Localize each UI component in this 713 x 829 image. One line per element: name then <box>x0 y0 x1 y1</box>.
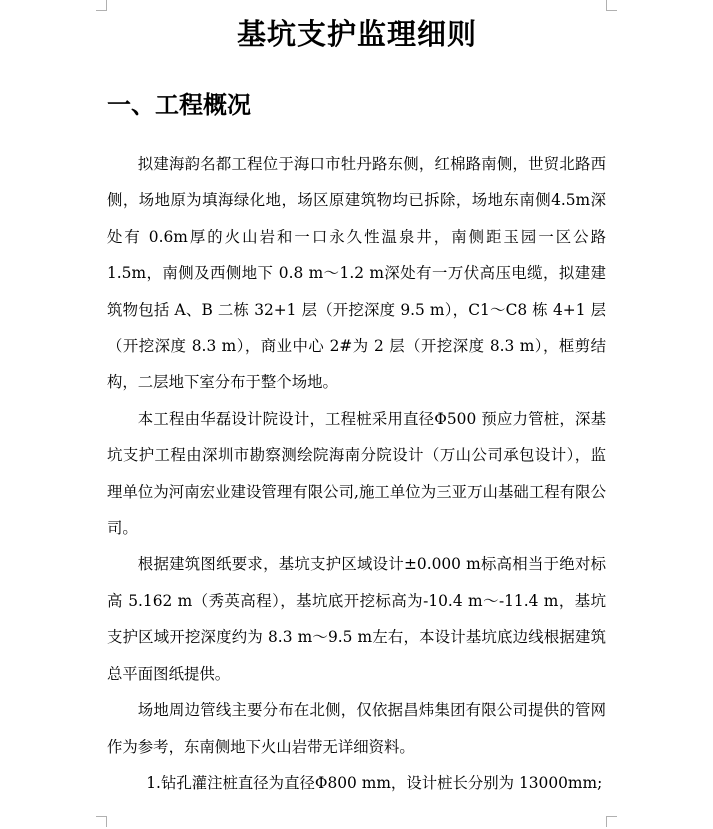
paragraph-pipelines: 场地周边管线主要分布在北侧，仅依据昌炜集团有限公司提供的管网作为参考，东南侧地下火山岩带无详细资料。 <box>107 701 606 756</box>
paragraph-design-parties: 本工程由华磊设计院设计，工程桩采用直径Φ500 预应力管桩，深基坑支护工程由深圳市勘察测绘院海南分院设计（万山公司承包设计），监理单位为河南宏业建设管理有限公司,施工单位为三亚万山基础工程有限公司。 <box>107 409 606 538</box>
section-heading: 一、工程概况 <box>107 90 251 119</box>
crop-mark-top-left <box>96 0 107 11</box>
document-title: 基坑支护监理细则 <box>236 17 477 51</box>
crop-mark-bottom-right <box>606 816 617 827</box>
crop-mark-top-right <box>606 0 617 11</box>
document-body <box>107 146 606 801</box>
list-item-bored-pile: 1.钻孔灌注桩直径为直径Φ800 mm，设计桩长分别为 13000mm; <box>146 773 603 792</box>
paragraph-elevation: 根据建筑图纸要求，基坑支护区域设计±0.000 m标高相当于绝对标高 5.162 m（秀英高程），基坑底开挖标高为-10.4 m～-11.4 m，基坑支护区域开挖深度约为 8.3 m～9.5 m左右，本设计基坑底边线根据建筑总平面图纸提供。 <box>107 555 606 683</box>
paragraph-project-location: 拟建海韵名都工程位于海口市牡丹路东侧，红棉路南侧，世贸北路西侧，场地原为填海绿化地，场区原建筑物均已拆除，场地东南侧4.5m深处有 0.6m厚的火山岩和一口永久性温泉井，南侧距玉园一区公路 1.5m，南侧及西侧地下 0.8 m～1.2 m深处有一万伏高压电缆，拟建建筑物包括 A、B 二栋 32+1 层（开挖深度 9.5 m），C1～C8 栋 4+1 层（开挖深度 8.3 m），商业中心 2#为 2 层（开挖深度 8.3 m），框剪结构，二层地下室分布于整个场地。 <box>107 155 606 392</box>
crop-mark-bottom-left <box>96 816 107 827</box>
